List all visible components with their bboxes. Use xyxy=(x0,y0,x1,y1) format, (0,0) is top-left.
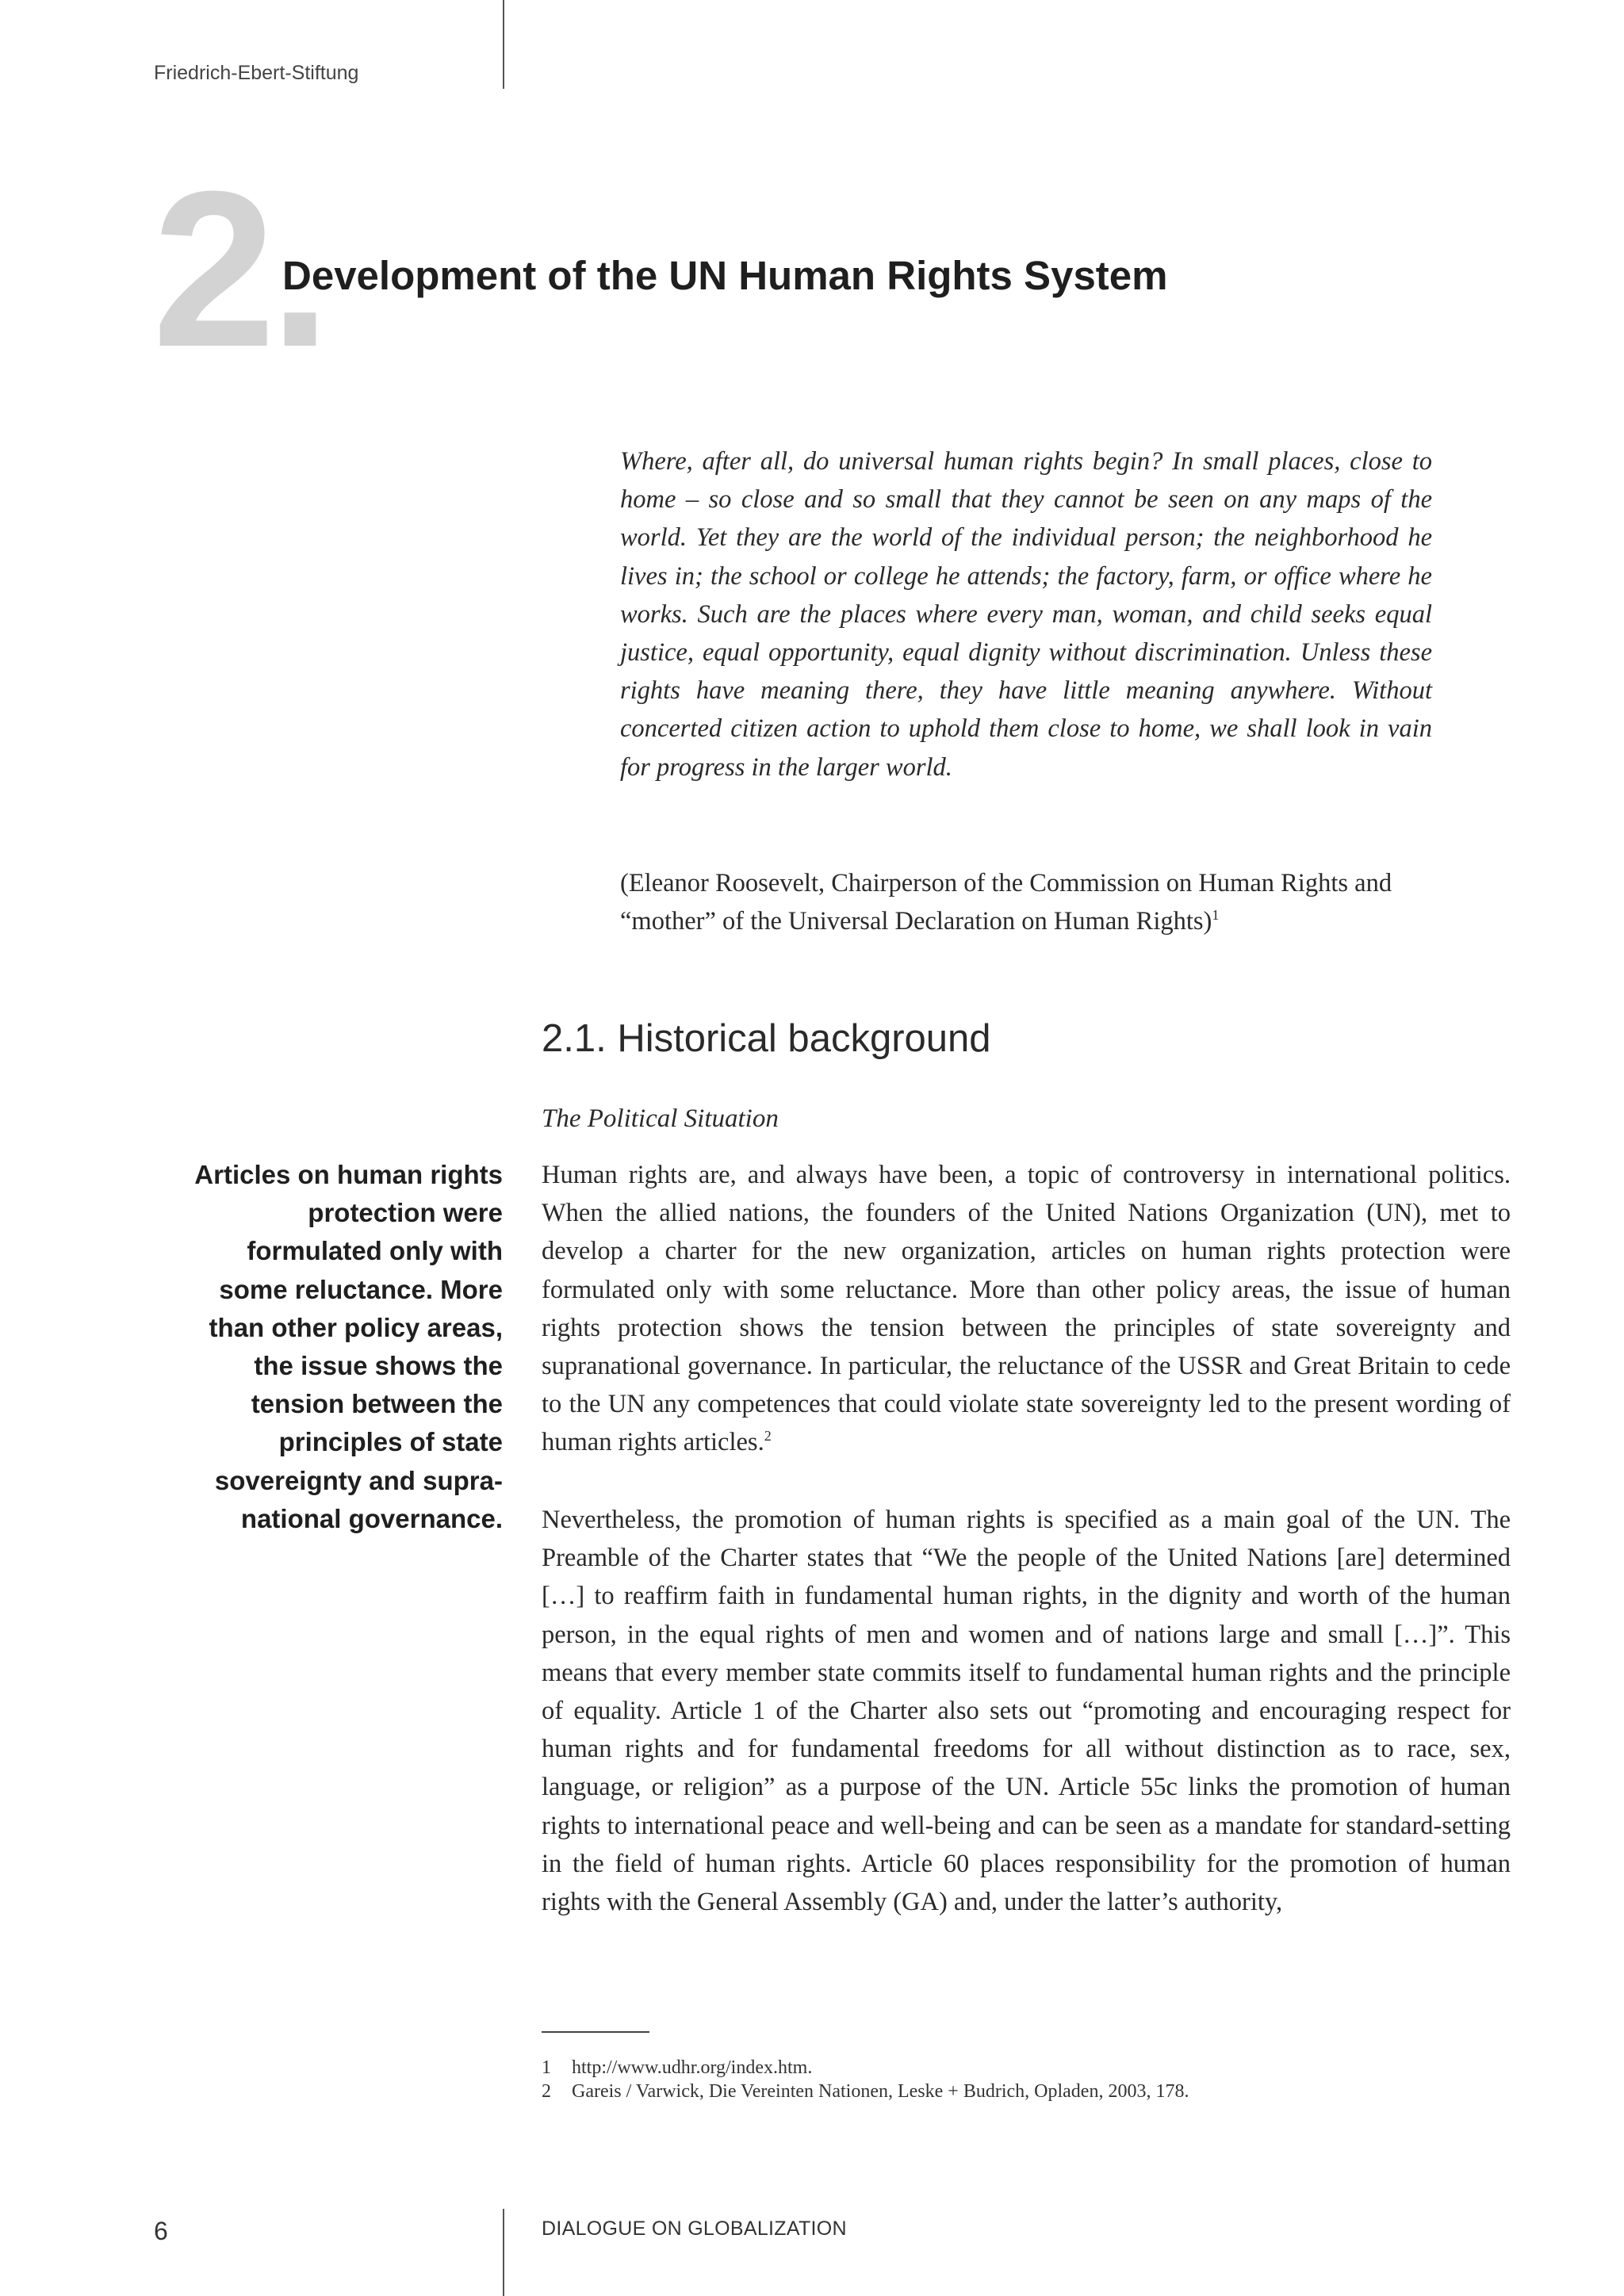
body-paragraph: Nevertheless, the promotion of human rights is specified as a main goal of the UN. The Preamble of the Charter states that “We the people of the United Nations [are] determined […] to reaffirm faith in fundamental human rights, in the dignity and worth of the human person, in the equal rights of men and women and of nations large and small […]”. This means that every member state commits itself to fundamental human rights and the principle of equality. Article 1 of the Charter also sets out “promoting and encouraging respect for human rights and for fundamental freedoms for all without distinction as to race, sex, language, or religion” as a purpose of the UN. Article 55c links the promotion of human rights to international peace and well-being and can be seen as a mandate for standard-setting in the field of human rights. Article 60 places responsibility for the promotion of human rights with the General Assembly (GA) and, under the latter’s authority, xyxy=(542,1506,1511,1917)
footnote-text: http://www.udhr.org/index.htm. xyxy=(572,2057,813,2078)
chapter-title: Development of the UN Human Rights System xyxy=(282,253,1168,298)
epigraph-attribution xyxy=(620,864,1432,940)
margin-note: Articles on human rights protection were formulated only with some reluctance. More than other policy areas, the issue shows the tension between the principles of state sovereignty and supra-national governance. xyxy=(194,1160,503,1533)
chapter-number: 2. xyxy=(152,146,325,393)
epigraph-quote: Where, after all, do universal human rights begin? In small places, close to home – so close and so small that they cannot be seen on any maps of the world. Yet they are the world of the individual person; the neighborhood he lives in; the school or college he attends; the factory, farm, or office where he works. Such are the places where every man, woman, and child seeks equal justice, equal opportunity, equal dignity without discrimination. Unless these rights have meaning there, they have little meaning anywhere. Without concerted citizen action to uphold them close to home, we shall look in vain for progress in the larger world. xyxy=(620,447,1432,782)
footer-series: DIALOGUE ON GLOBALIZATION xyxy=(542,2218,847,2240)
section-heading: 2.1. Historical background xyxy=(542,1017,991,1060)
header-divider xyxy=(503,0,504,89)
attribution-text: (Eleanor Roosevelt, Chairperson of the Commission on Human Rights and “mother” of the Universal Declaration on Human Rights) xyxy=(620,869,1392,936)
footnotes xyxy=(542,2056,1189,2103)
footnote-number: 2 xyxy=(542,2081,551,2102)
footer-divider xyxy=(503,2209,504,2296)
body-paragraph xyxy=(542,1156,1511,1462)
footnote-ref: 2 xyxy=(764,1428,772,1445)
footnote-number: 1 xyxy=(542,2057,551,2078)
page-number: 6 xyxy=(154,2217,168,2245)
paragraph-text: Human rights are, and always have been, a topic of controversy in international politics. When the allied nations, the founders of the United Nations Organization (UN), met to develop a charter for the new organization, articles on human rights protection were formulated only with some reluctance. More than other policy areas, the issue of human rights protection shows the tension between the principles of state sovereignty and supranational governance. In particular, the reluctance of the USSR and Great Britain to cede to the UN any competences that could violate state sovereignty led to the present wording of human rights articles. xyxy=(542,1161,1511,1457)
footnote-text: Gareis / Varwick, Die Vereinten Nationen, Leske + Budrich, Opladen, 2003, 178. xyxy=(572,2081,1189,2102)
footnote-divider xyxy=(542,2031,649,2033)
subsection-heading: The Political Situation xyxy=(542,1104,779,1133)
footnote xyxy=(542,2080,1189,2103)
footnote xyxy=(542,2056,1189,2080)
header-organization: Friedrich-Ebert-Stiftung xyxy=(154,62,359,84)
footnote-ref: 1 xyxy=(1212,907,1220,924)
